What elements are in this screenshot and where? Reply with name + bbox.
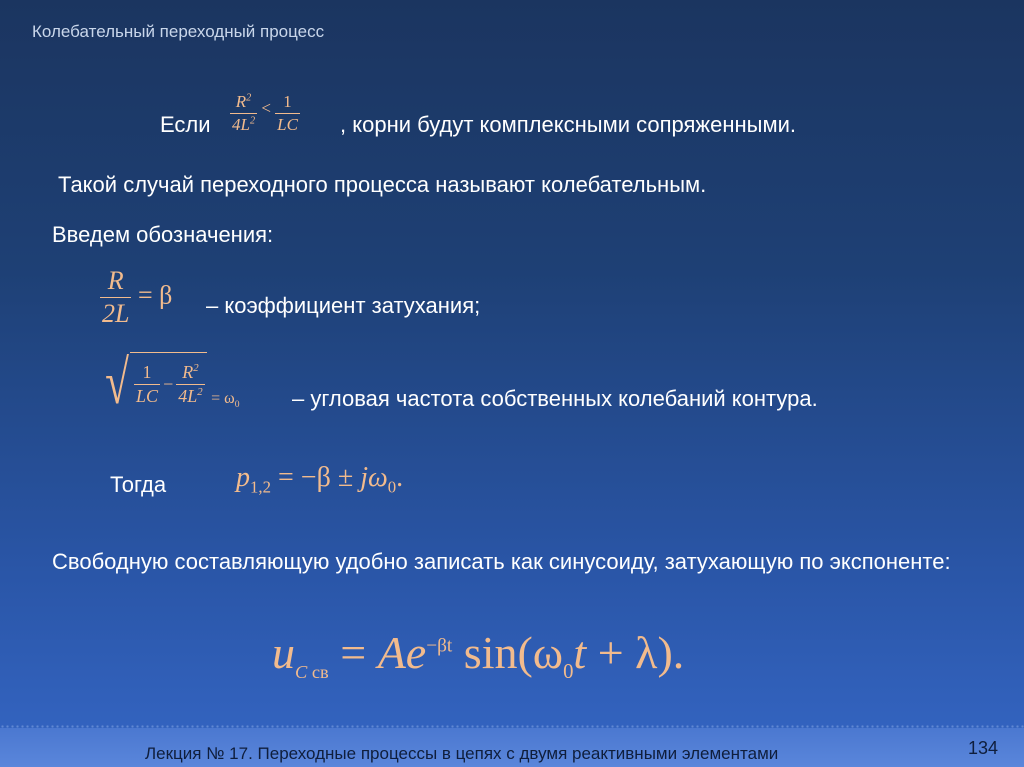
- footer-lecture-title: Лекция № 17. Переходные процессы в цепях с двумя реактивными элементами: [145, 744, 779, 763]
- condition-prefix: Если: [160, 112, 211, 137]
- page-number: 134: [968, 738, 999, 758]
- condition-formula: $\frac{R^2}{4L^2}$ < $\frac{1}{LC}$: [232, 92, 298, 134]
- roots-formula: $p_{1,2} = -\beta \pm j\omega_0$.: [236, 462, 404, 497]
- condition-suffix: , корни будут комплексными сопряженными.: [340, 112, 796, 137]
- beta-formula: $\frac{R}{2L}$ = β: [102, 266, 173, 328]
- omega-description: – угловая частота собственных колебаний контура.: [292, 386, 818, 411]
- omega-formula: √ $\frac{1}{LC}$ − $\frac{R^2}{4L^2}$ = $\omega_0$: [105, 349, 240, 417]
- beta-description: – коэффициент затухания;: [206, 293, 481, 318]
- oscillatory-case-text: Такой случай переходного процесса называют колебательным.: [58, 172, 707, 197]
- free-component-formula: $u_{C св} = Ae^{-\beta t}$ $\sin(\omega_0t + \lambda)$.: [272, 627, 685, 684]
- slide-title: Колебательный переходный процесс: [32, 22, 325, 41]
- notation-heading: Введем обозначения:: [52, 222, 274, 247]
- then-label: Тогда: [110, 472, 167, 497]
- free-component-paragraph: Свободную составляющую удобно записать как синусоиду, затухающую по экспоненте:: [52, 549, 951, 574]
